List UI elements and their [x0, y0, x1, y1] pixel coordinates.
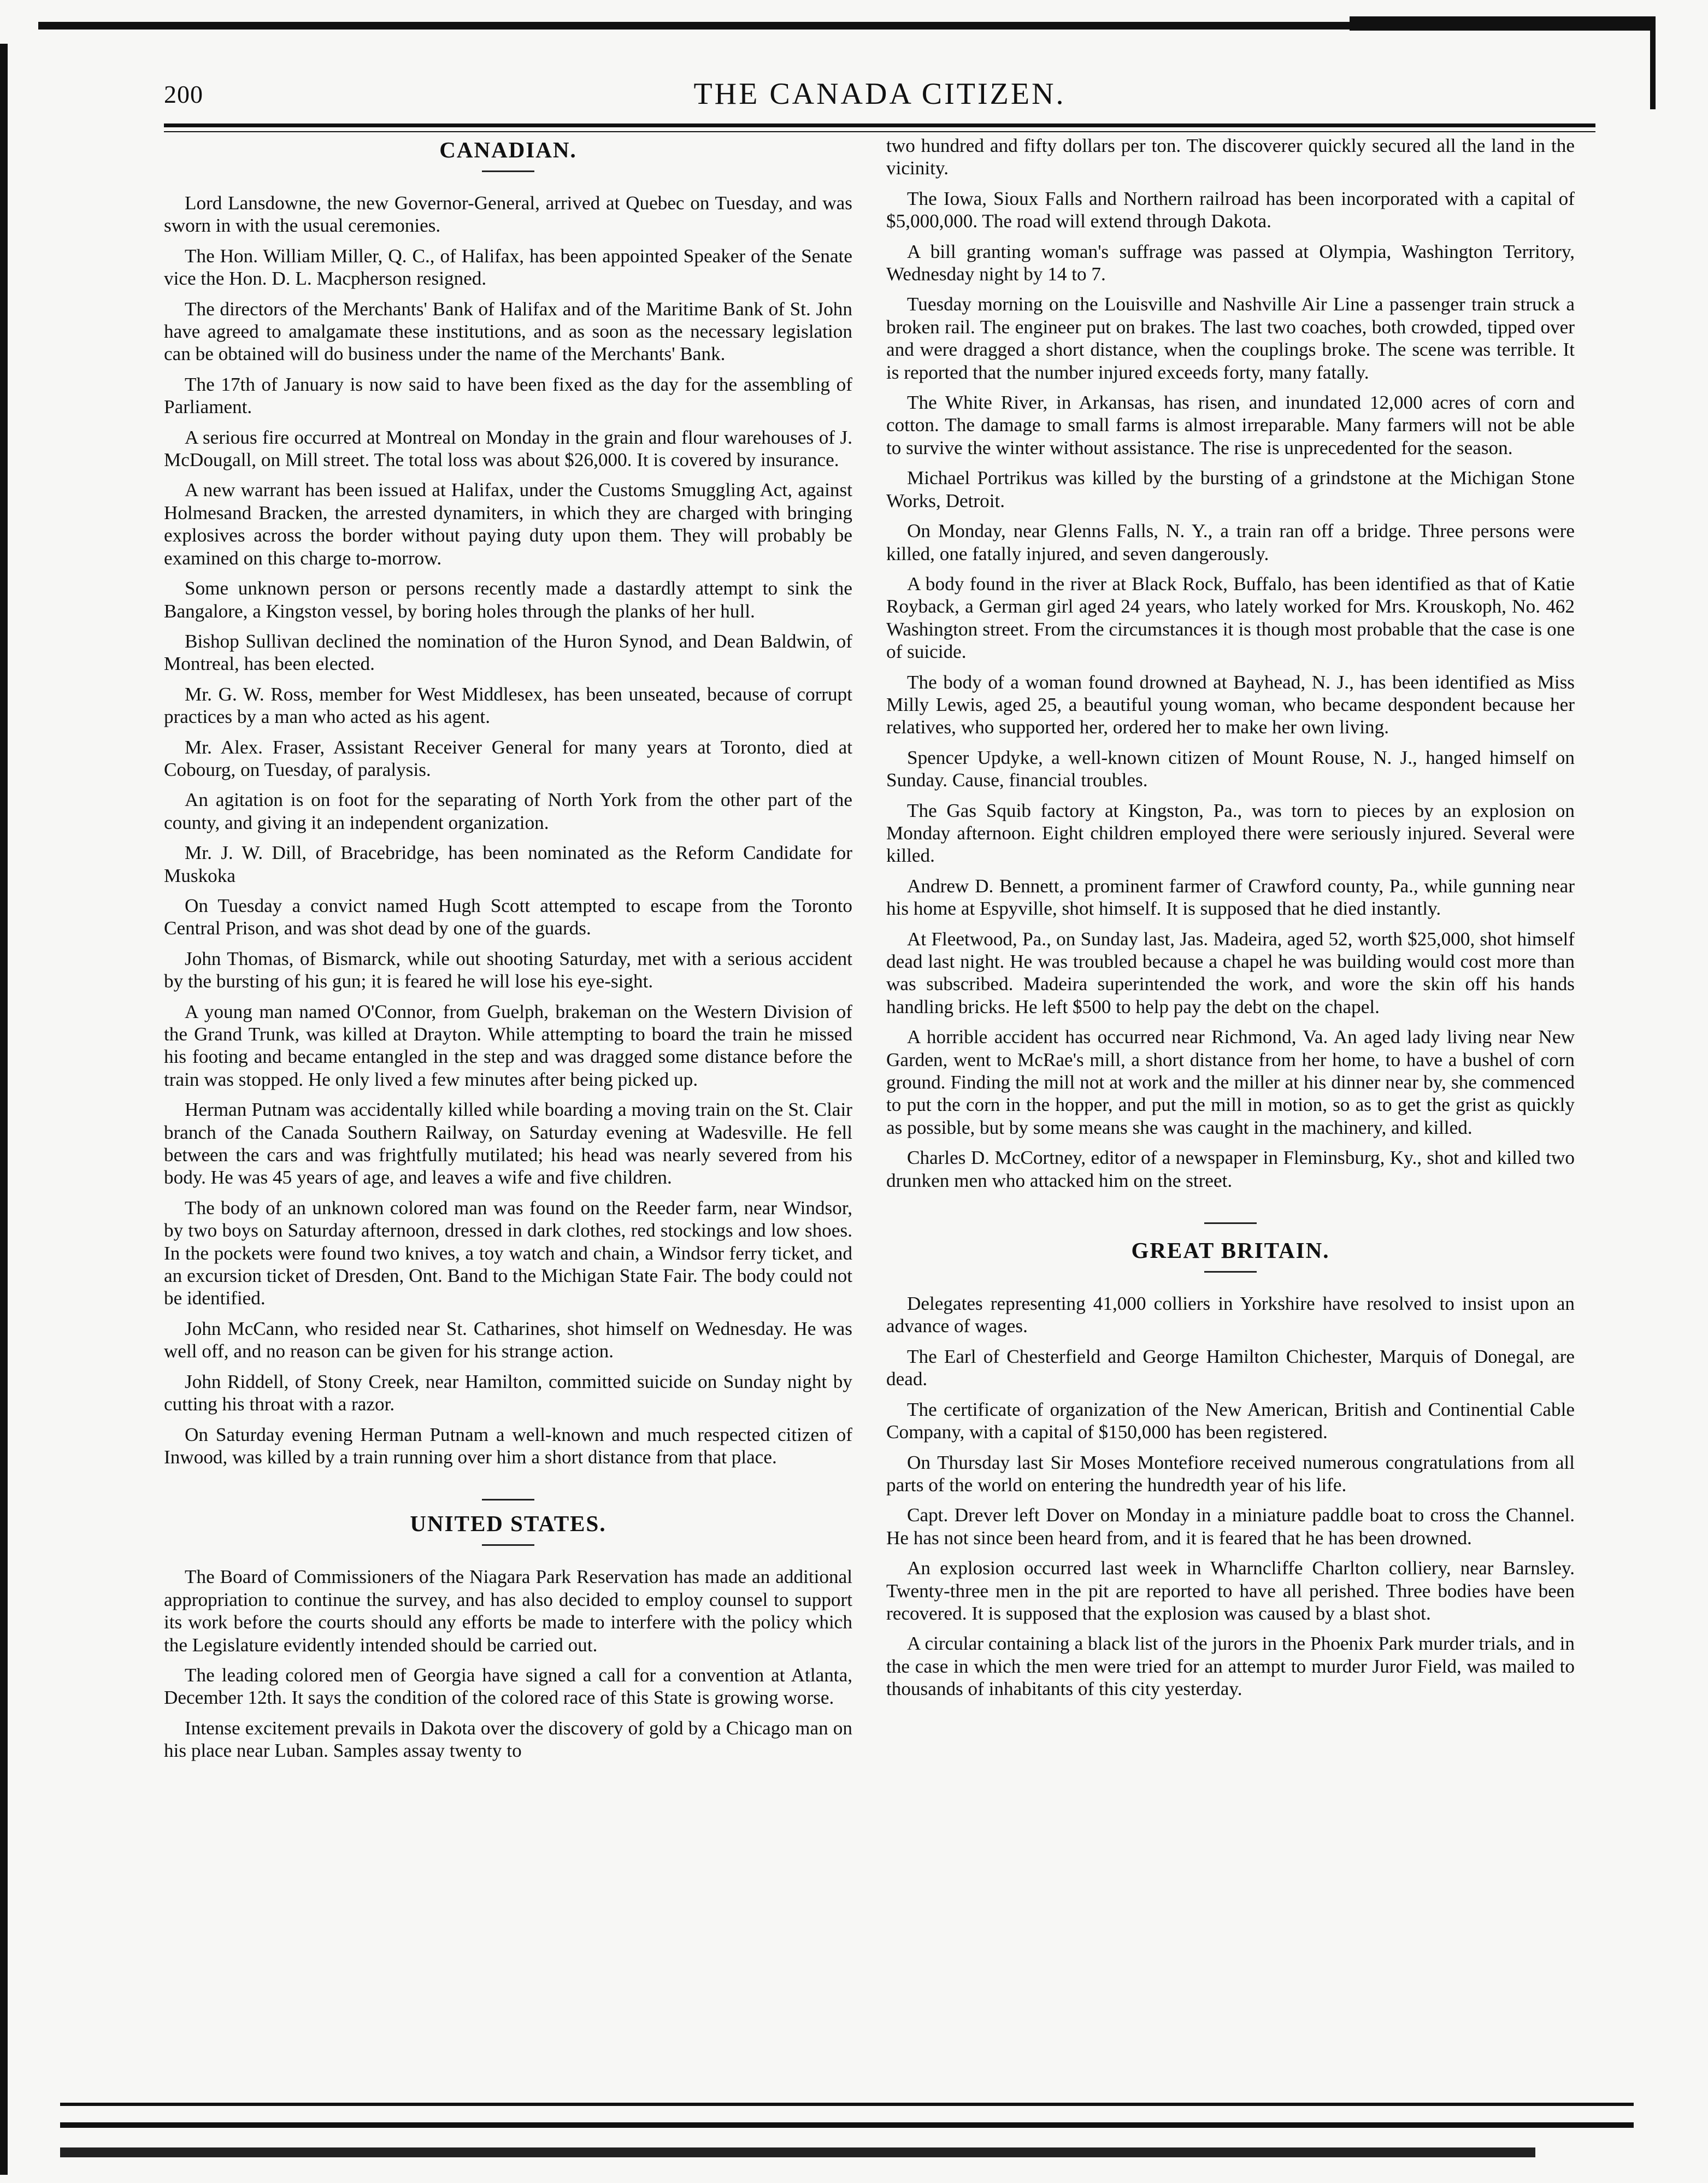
news-item: The Earl of Chesterfield and George Hamilton Chichester, Marquis of Donegal, are dead.: [886, 1345, 1575, 1390]
news-item: A serious fire occurred at Montreal on Monday in the grain and flour warehouses of J. McDougall, on Mill street. The total loss was about $26,000. It is covered by insurance.: [164, 426, 852, 471]
news-item: On Saturday evening Herman Putnam a well-known and much respected citizen of Inwood, was killed by a train running over him a short distance from that place.: [164, 1423, 852, 1468]
left-edge-bar: [0, 44, 8, 2175]
news-item: Mr. J. W. Dill, of Bracebridge, has been nominated as the Reform Candidate for Muskoka: [164, 842, 852, 886]
running-head: [164, 77, 1595, 120]
news-item: A new warrant has been issued at Halifax, under the Customs Smuggling Act, against Holmesand Bracken, the arrested dynamiters, in which they are charged with bringing explosives across the border without paying duty upon them. They will probably be examined on this charge to-morrow.: [164, 479, 852, 569]
news-item: A young man named O'Connor, from Guelph, brakeman on the Western Division of the Grand Trunk, was killed at Drayton. While attempting to board the train he missed his footing and became entangled in the step and was dragged some distance before the train was stopped. He only lived a few minutes after being picked up.: [164, 1001, 852, 1090]
news-item: The Hon. William Miller, Q. C., of Halifax, has been appointed Speaker of the Senate vice the Hon. D. L. Macpherson resigned.: [164, 245, 852, 290]
section-divider: [482, 1544, 534, 1546]
news-item: The 17th of January is now said to have been fixed as the day for the assembling of Parliament.: [164, 373, 852, 418]
page-number: 200: [164, 80, 203, 108]
news-item: The Board of Commissioners of the Niagara Park Reservation has made an additional appropriation to continue the survey, and has also decided to employ counsel to support its work before the courts should any efforts be made to interfere with the policy which the Legislature evidently intended should be carried out.: [164, 1566, 852, 1656]
news-item: On Monday, near Glenns Falls, N. Y., a train ran off a bridge. Three persons were killed, one fatally injured, and seven dangerously.: [886, 520, 1575, 564]
news-item: An explosion occurred last week in Wharncliffe Charlton colliery, near Barnsley. Twenty-three men in the pit are reported to have all perished. Three bodies have been recovered. It is supposed that the explosion was caused by a blast shot.: [886, 1557, 1575, 1624]
right-edge-bar: [1650, 16, 1656, 109]
news-item: Tuesday morning on the Louisville and Nashville Air Line a passenger train struck a broken rail. The engineer put on brakes. The last two coaches, both crowded, tipped over and were dragged a short distance, when the couplings broke. The scene was terrible. It is reported that the number injured exceeds forty, many fatally.: [886, 293, 1575, 383]
journal-title: THE CANADA CITIZEN.: [693, 77, 1066, 111]
bottom-rule: [60, 2147, 1535, 2157]
news-item: The certificate of organization of the New American, British and Continential Cable Company, with a capital of $150,000 has been registered.: [886, 1398, 1575, 1443]
news-item: An agitation is on foot for the separating of North York from the other part of the county, and giving it an independent organization.: [164, 789, 852, 833]
news-item: On Tuesday a convict named Hugh Scott attempted to escape from the Toronto Central Prison, and was shot dead by one of the guards.: [164, 895, 852, 939]
news-item: two hundred and fifty dollars per ton. The discoverer quickly secured all the land in the vicinity.: [886, 135, 1575, 179]
news-item: Mr. G. W. Ross, member for West Middlesex, has been unseated, because of corrupt practices by a man who acted as his agent.: [164, 683, 852, 728]
news-item: A horrible accident has occurred near Richmond, Va. An aged lady living near New Garden, went to McRae's mill, a short distance from her home, to have a bushel of corn ground. Finding the mill not at work and the miller at his dinner near by, she commenced to put the corn in the hopper, and put the mill in motion, so as to get the grist as quickly as possible, but by some means she was caught in the machinery, and killed.: [886, 1026, 1575, 1138]
bottom-rule: [60, 2103, 1634, 2106]
section-divider: [1204, 1222, 1257, 1224]
news-item: A circular containing a black list of the jurors in the Phoenix Park murder trials, and in the case in which the men were tried for an attempt to murder Juror Field, was mailed to thousands of inhabitants of this city yesterday.: [886, 1633, 1575, 1700]
section-title-united-states: UNITED STATES.: [410, 1511, 606, 1537]
news-item: The Iowa, Sioux Falls and Northern railroad has been incorporated with a capital of $5,000,000. The road will extend through Dakota.: [886, 187, 1575, 232]
section-title-canadian: CANADIAN.: [439, 137, 577, 162]
news-item: John Riddell, of Stony Creek, near Hamilton, committed suicide on Sunday night by cutting his throat with a razor.: [164, 1370, 852, 1415]
news-item: Lord Lansdowne, the new Governor-General, arrived at Quebec on Tuesday, and was sworn in with the usual ceremonies.: [164, 192, 852, 237]
section-divider: [482, 170, 534, 172]
news-item: Intense excitement prevails in Dakota over the discovery of gold by a Chicago man on his place near Luban. Samples assay twenty to: [164, 1717, 852, 1762]
news-item: The leading colored men of Georgia have signed a call for a convention at Atlanta, December 12th. It says the condition of the colored race of this State is growing worse.: [164, 1664, 852, 1709]
header-rule-thin: [164, 131, 1595, 132]
news-item: A bill granting woman's suffrage was passed at Olympia, Washington Territory, Wednesday night by 14 to 7.: [886, 240, 1575, 285]
news-item: Michael Portrikus was killed by the bursting of a grindstone at the Michigan Stone Works, Detroit.: [886, 467, 1575, 511]
news-item: Capt. Drever left Dover on Monday in a miniature paddle boat to cross the Channel. He has not since been heard from, and it is feared that he has been drowned.: [886, 1504, 1575, 1549]
news-item: John Thomas, of Bismarck, while out shooting Saturday, met with a serious accident by the bursting of his gun; it is feared he will lose his eye-sight.: [164, 948, 852, 992]
right-column: [886, 134, 1575, 1708]
news-item: Delegates representing 41,000 colliers in Yorkshire have resolved to insist upon an advance of wages.: [886, 1293, 1575, 1337]
news-item: The body of a woman found drowned at Bayhead, N. J., has been identified as Miss Milly Lewis, aged 25, a beautiful young woman, who became despondent because her relatives, who supported her, ordered her to make her own living.: [886, 671, 1575, 738]
news-item: The body of an unknown colored man was found on the Reeder farm, near Windsor, by two boys on Saturday afternoon, dressed in dark clothes, red stockings and low shoes. In the pockets were found two knives, a toy watch and chain, a Windsor ferry ticket, and an excursion ticket of Dresden, Ont. Band to the Michigan State Fair. The body could not be identified.: [164, 1197, 852, 1309]
news-item: John McCann, who resided near St. Catharines, shot himself on Wednesday. He was well off, and no reason can be given for his strange action.: [164, 1317, 852, 1362]
news-item: Charles D. McCortney, editor of a newspaper in Fleminsburg, Ky., shot and killed two drunken men who attacked him on the street.: [886, 1147, 1575, 1191]
section-title-great-britain: GREAT BRITAIN.: [1131, 1238, 1330, 1263]
news-item: The directors of the Merchants' Bank of Halifax and of the Maritime Bank of St. John have agreed to amalgamate these institutions, and as soon as the necessary legislation can be obtained will do business under the name of the Merchants' Bank.: [164, 298, 852, 365]
news-item: Mr. Alex. Fraser, Assistant Receiver General for many years at Toronto, died at Cobourg, on Tuesday, of paralysis.: [164, 736, 852, 780]
news-item: On Thursday last Sir Moses Montefiore received numerous congratulations from all parts of the world on entering the hundredth year of his life.: [886, 1451, 1575, 1496]
section-divider: [482, 1499, 534, 1501]
bottom-rule: [60, 2122, 1634, 2128]
header-rule: [164, 123, 1595, 127]
news-item: At Fleetwood, Pa., on Sunday last, Jas. Madeira, aged 52, worth $25,000, shot himself dead last night. He was troubled because a chapel he was building would cost more than was subscribed. Madeira superintended the work, and wore the skin off his hands handling bricks. He left $500 to help pay the debt on the chapel.: [886, 928, 1575, 1017]
news-item: The Gas Squib factory at Kingston, Pa., was torn to pieces by an explosion on Monday afternoon. Eight children employed there were seriously injured. Several were killed.: [886, 799, 1575, 867]
section-divider: [1204, 1271, 1257, 1273]
news-item: A body found in the river at Black Rock, Buffalo, has been identified as that of Katie Royback, a German girl aged 24 years, who lately worked for Mrs. Krouskoph, No. 462 Washington street. From the circumstances it is though most probable that the case is one of suicide.: [886, 573, 1575, 663]
top-edge-bar-right: [1350, 16, 1656, 31]
news-item: Andrew D. Bennett, a prominent farmer of Crawford county, Pa., while gunning near his home at Espyville, shot himself. It is supposed that he died instantly.: [886, 875, 1575, 920]
news-item: Some unknown person or persons recently made a dastardly attempt to sink the Bangalore, a Kingston vessel, by boring holes through the planks of her hull.: [164, 578, 852, 622]
left-column: [164, 134, 852, 1770]
news-item: The White River, in Arkansas, has risen, and inundated 12,000 acres of corn and cotton. The damage to small farms is almost irreparable. Many farmers will not be able to survive the winter without assistance. The rise is unprecedented for the season.: [886, 392, 1575, 458]
top-edge-bar: [38, 22, 1350, 30]
news-item: Bishop Sullivan declined the nomination of the Huron Synod, and Dean Baldwin, of Montreal, has been elected.: [164, 630, 852, 675]
news-item: Spencer Updyke, a well-known citizen of Mount Rouse, N. J., hanged himself on Sunday. Cause, financial troubles.: [886, 746, 1575, 791]
news-item: Herman Putnam was accidentally killed while boarding a moving train on the St. Clair branch of the Canada Southern Railway, on Saturday evening at Wadesville. He fell between the cars and was frightfully mutilated; his head was nearly severed from his body. He was 45 years of age, and leaves a wife and five children.: [164, 1099, 852, 1188]
